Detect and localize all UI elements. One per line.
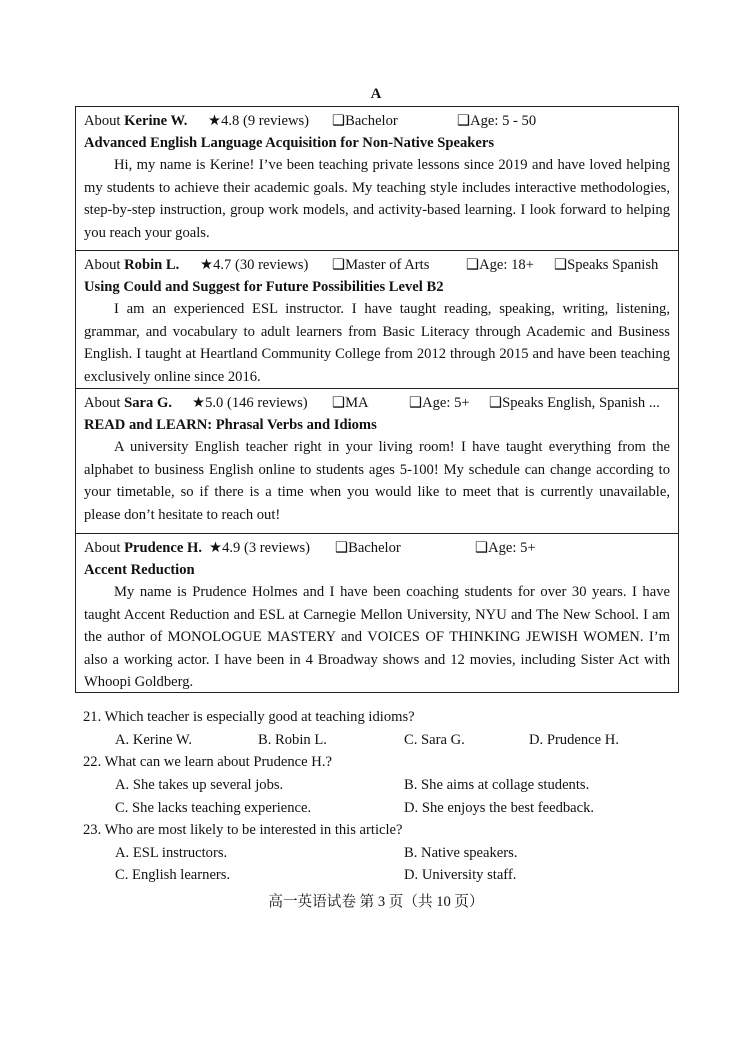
degree: ❑Master of Arts xyxy=(332,257,430,273)
about-label: About xyxy=(84,113,121,129)
option: D. Prudence H. xyxy=(529,732,619,748)
tutor-table xyxy=(75,106,679,693)
tutor-name: Sara G. xyxy=(124,395,172,411)
tutor-name: Prudence H. xyxy=(124,540,202,556)
tutor-name: Kerine W. xyxy=(124,113,188,129)
age-range: ❑Age: 18+ xyxy=(466,257,534,273)
option: B. Robin L. xyxy=(258,732,327,748)
question-stem: 23. Who are most likely to be interested in this article? xyxy=(83,822,403,838)
degree: ❑Bachelor xyxy=(335,540,401,556)
tutor-bio: I am an experienced ESL instructor. I have taught reading, speaking, writing, listening, grammar, and vocabulary to adult learners from Basic Literacy through Academic and Business English. I taught at Heartland Community College from 2012 through 2015 and have been teaching exclusively online since 2016. xyxy=(84,301,670,385)
option: A. She takes up several jobs. xyxy=(115,777,284,793)
option: D. She enjoys the best feedback. xyxy=(404,800,595,816)
tutor-card xyxy=(76,388,678,533)
tutor-card xyxy=(76,107,678,250)
course-title: Advanced English Language Acquisition for Non-Native Speakers xyxy=(84,135,495,151)
question-stem: 21. Which teacher is especially good at teaching idioms? xyxy=(83,709,415,725)
languages: ❑Speaks Spanish xyxy=(554,257,659,273)
option: B. She aims at collage students. xyxy=(404,777,590,793)
tutor-header xyxy=(84,537,670,559)
rating: ★4.7 (30 reviews) xyxy=(200,257,309,273)
age-range: ❑Age: 5+ xyxy=(475,540,536,556)
rating: ★5.0 (146 reviews) xyxy=(192,395,308,411)
course-title: Using Could and Suggest for Future Possibilities Level B2 xyxy=(84,279,444,295)
option: B. Native speakers. xyxy=(404,845,518,861)
option: C. She lacks teaching experience. xyxy=(115,800,312,816)
about-label: About xyxy=(84,540,121,556)
rating: ★4.9 (3 reviews) xyxy=(209,540,311,556)
age-range: ❑Age: 5+ xyxy=(409,395,470,411)
tutor-card xyxy=(76,533,678,692)
course-title: Accent Reduction xyxy=(84,562,195,578)
age-range: ❑Age: 5 - 50 xyxy=(457,113,537,129)
option: C. English learners. xyxy=(115,867,231,883)
tutor-bio: My name is Prudence Holmes and I have been coaching students for over 30 years. I have taught Accent Reduction and ESL at Carnegie Mellon University, NYU and The New School. I am the author of MONOLOGUE MASTERY and VOICES OF THINKING JEWISH WOMEN. I’m also a working actor. I have been in 4 Broadway shows and 12 movies, including Sister Act with Whoopi Goldberg. xyxy=(84,584,670,691)
course-title: READ and LEARN: Phrasal Verbs and Idioms xyxy=(84,417,377,433)
option: A. Kerine W. xyxy=(115,732,193,748)
rating: ★4.8 (9 reviews) xyxy=(208,113,310,129)
page-footer: 高一英语试卷 第 3 页（共 10 页） xyxy=(268,894,484,910)
tutor-bio: A university English teacher right in your living room! I have taught everything from the alphabet to business English online to students ages 5-100! My schedule can change according to your timetable, so if there is a time when you would like to meet that is currently unavailable, please don’t hesitate to reach out! xyxy=(84,439,670,523)
tutor-bio: Hi, my name is Kerine! I’ve been teaching private lessons since 2019 and have loved helping my students to achieve their academic goals. My teaching style includes interactive methodologies, step-by-step instruction, group work models, and activity-based learning. I look forward to helping you reach your goals. xyxy=(84,157,670,241)
tutor-header xyxy=(84,110,670,132)
degree: ❑Bachelor xyxy=(332,113,398,129)
option: C. Sara G. xyxy=(404,732,465,748)
question-stem: 22. What can we learn about Prudence H.? xyxy=(83,754,332,770)
section-label: A xyxy=(370,86,382,102)
tutor-header xyxy=(84,254,670,276)
about-label: About xyxy=(84,395,121,411)
tutor-header xyxy=(84,392,670,414)
degree: ❑MA xyxy=(332,395,369,411)
option: A. ESL instructors. xyxy=(115,845,228,861)
option: D. University staff. xyxy=(404,867,517,883)
languages: ❑Speaks English, Spanish ... xyxy=(489,395,660,411)
tutor-name: Robin L. xyxy=(124,257,180,273)
tutor-card xyxy=(76,250,678,388)
about-label: About xyxy=(84,257,121,273)
